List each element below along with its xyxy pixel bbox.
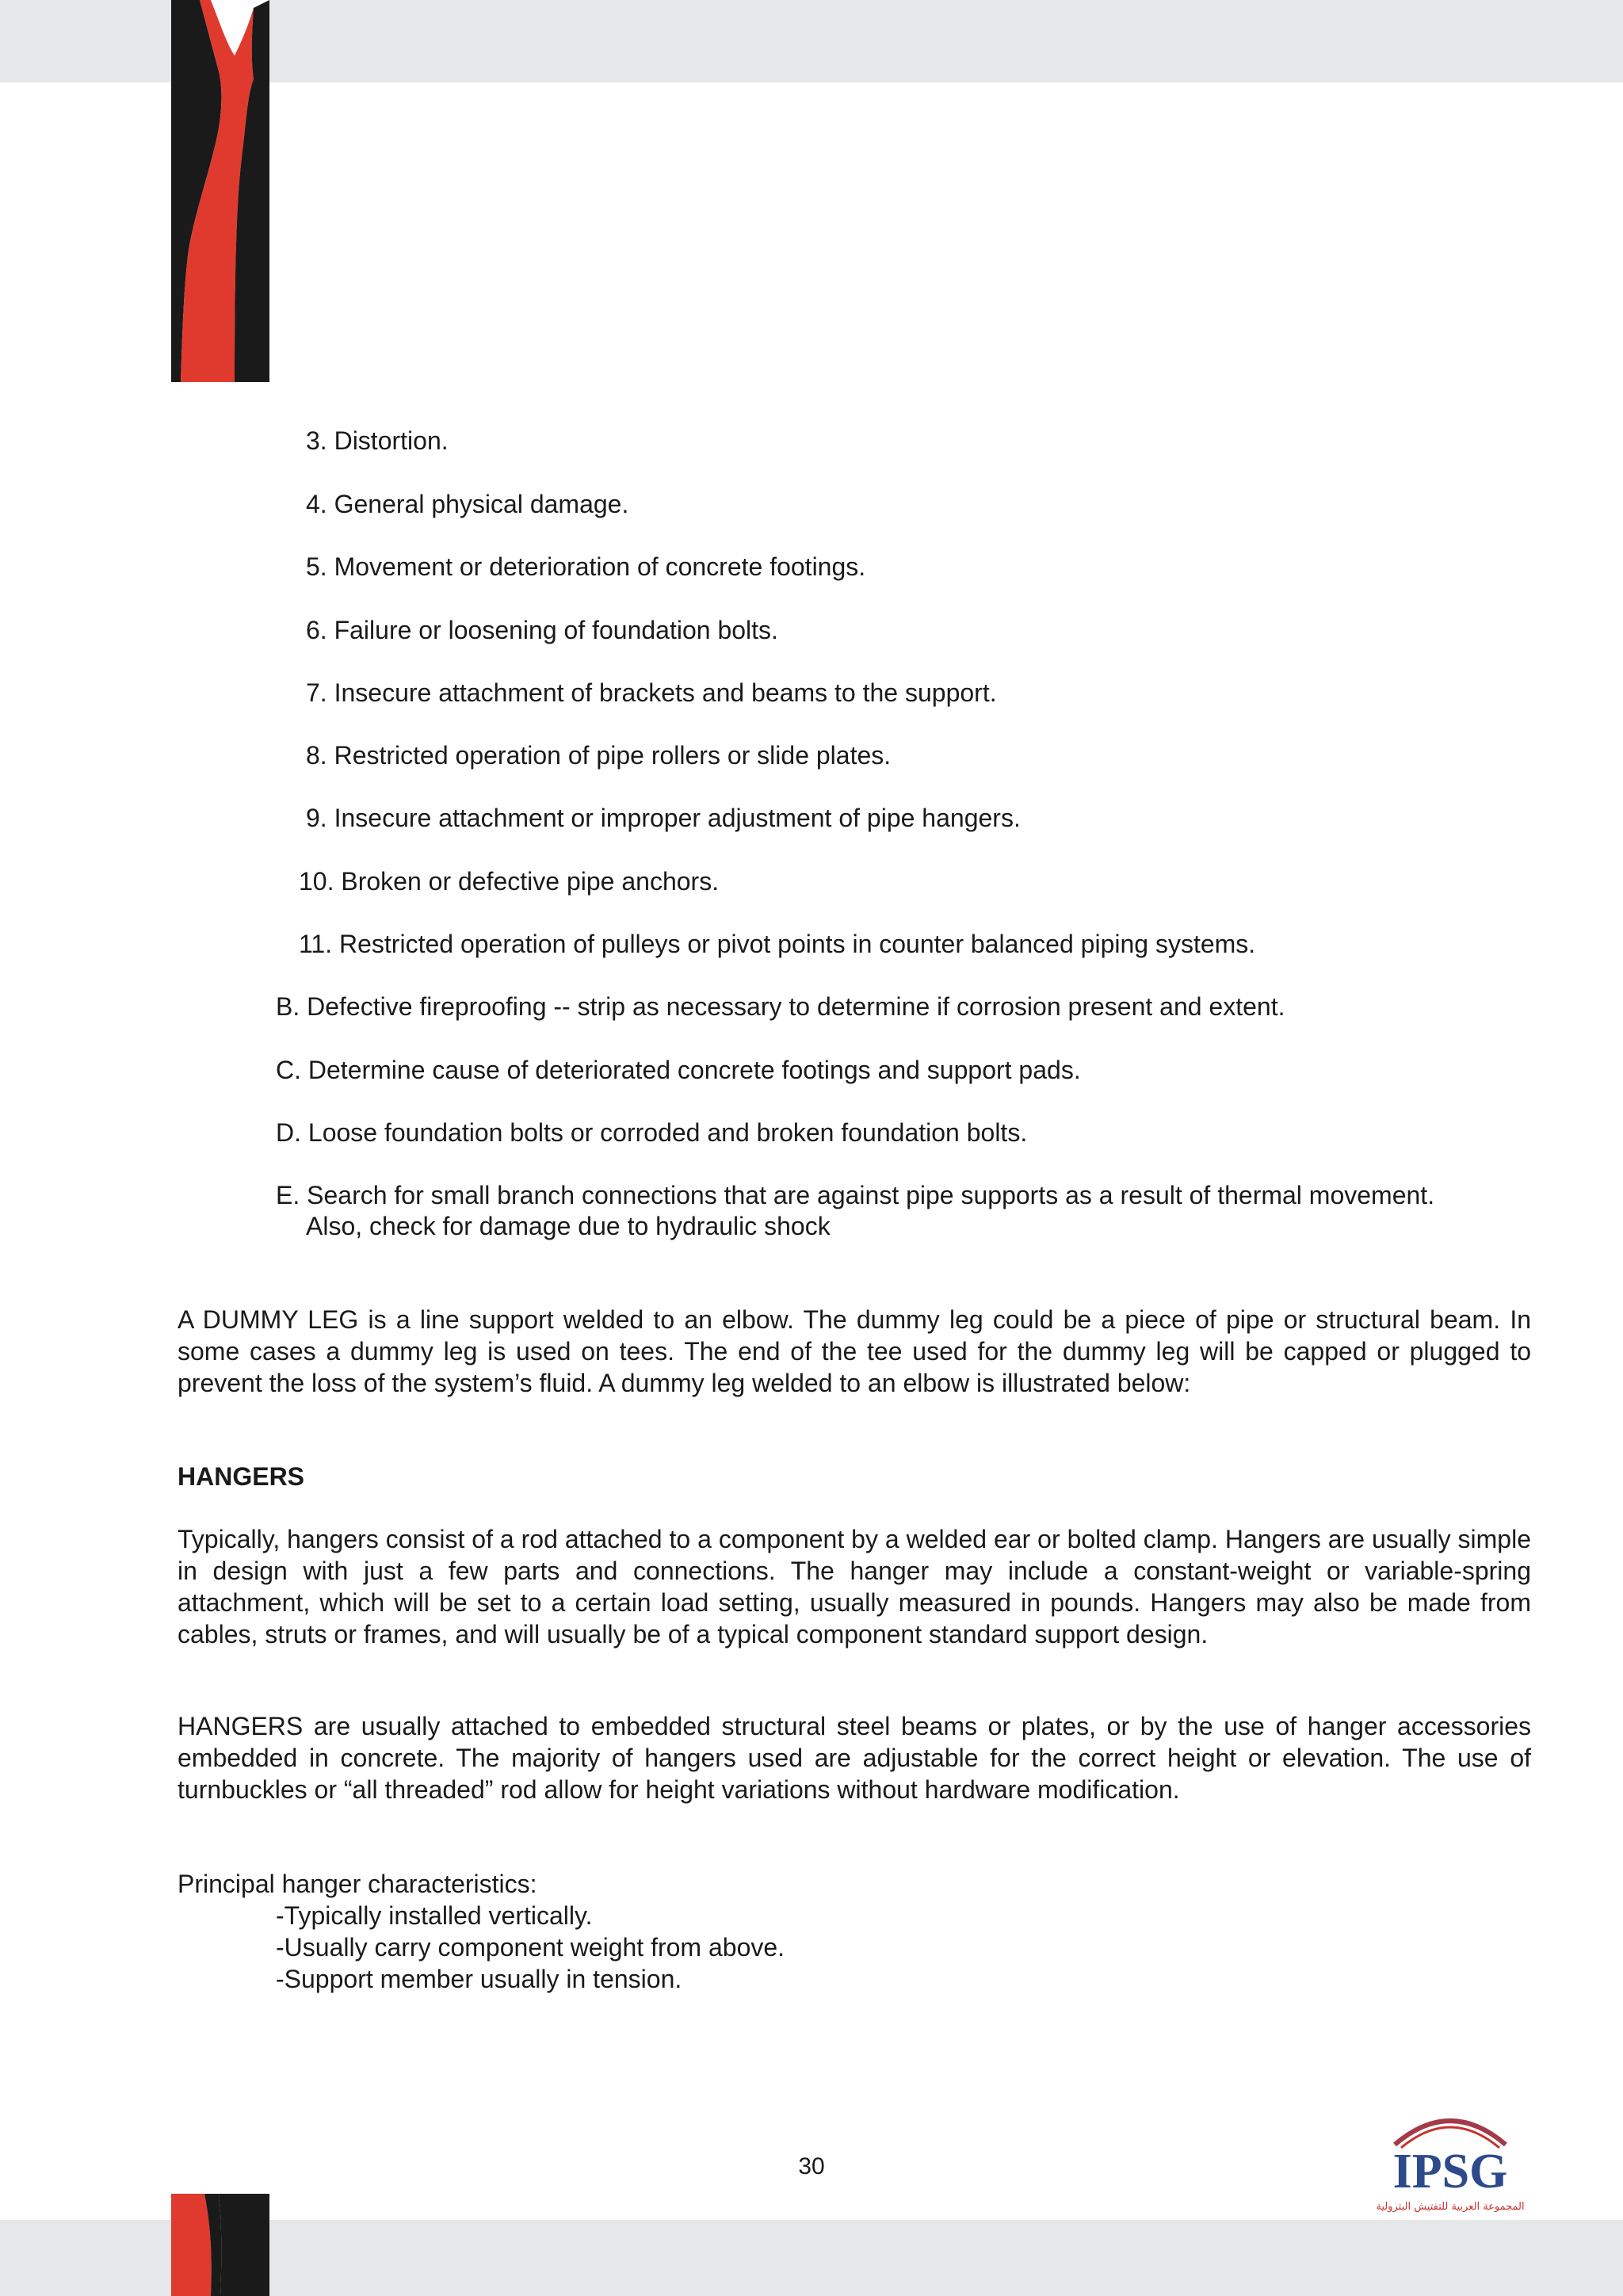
characteristic-item: -Support member usually in tension. — [276, 1965, 682, 1993]
characteristic-item: -Typically installed vertically. — [276, 1901, 593, 1930]
hangers-paragraph: HANGERS are usually attached to embedded structural steel beams or plates, or by the use of hanger accessories embedded in concrete. The majority of hangers used are adjustable for the correct height or elevation. The use of turnbuckles or “all threaded” rod allow for height variations without hardware modification. — [178, 1712, 1531, 1804]
list-item: 6. Failure or loosening of foundation bolts. — [306, 616, 778, 644]
logo-caption: المجموعة العربية للتفتيش البترولية — [1376, 2201, 1525, 2213]
list-item: Also, check for damage due to hydraulic shock — [306, 1212, 831, 1240]
characteristics-list — [178, 1868, 785, 1995]
dummy-leg-paragraph: A DUMMY LEG is a line support welded to an elbow. The dummy leg could be a piece of pipe or structural beam. In some cases a dummy leg is used on tees. The end of the tee used for the dummy leg will be capped or plugged to prevent the loss of the system’s fluid. A dummy leg welded to an elbow is illustrated below: — [178, 1305, 1531, 1397]
list-item: E. Search for small branch connections that are against pipe supports as a result of thermal movement. — [276, 1181, 1435, 1209]
characteristics-title: Principal hanger characteristics: — [178, 1870, 537, 1898]
list-item: 5. Movement or deterioration of concrete footings. — [306, 552, 866, 581]
list-item: 9. Insecure attachment or improper adjustment of pipe hangers. — [306, 804, 1021, 832]
logo-text: IPSG — [1392, 2145, 1508, 2199]
list-item: C. Determine cause of deteriorated concrete footings and support pads. — [276, 1056, 1081, 1084]
flame-footer-icon — [171, 2194, 269, 2296]
list-item: D. Loose foundation bolts or corroded and broken foundation bolts. — [276, 1118, 1028, 1147]
characteristic-item: -Usually carry component weight from above. — [276, 1933, 785, 1962]
list-item: 11. Restricted operation of pulleys or pivot points in counter balanced piping systems. — [299, 930, 1256, 958]
ipsg-logo — [1371, 2099, 1529, 2218]
list-item: 10. Broken or defective pipe anchors. — [299, 867, 720, 896]
list-item: 8. Restricted operation of pipe rollers or slide plates. — [306, 741, 892, 770]
section-heading: HANGERS — [178, 1462, 305, 1491]
list-item: B. Defective fireproofing -- strip as necessary to determine if corrosion present and extent. — [276, 992, 1285, 1021]
hangers-paragraph: Typically, hangers consist of a rod attached to a component by a welded ear or bolted clamp. Hangers are usually simple in design with just a few parts and connections. The hanger may include a constant-weight or variable-spring attachment, which will be set to a certain load setting, usually measured in pounds. Hangers may also be made from cables, struts or frames, and will usually be of a typical component standard support design. — [178, 1525, 1531, 1648]
list-item: 4. General physical damage. — [306, 490, 629, 518]
list-item: 3. Distortion. — [306, 426, 449, 455]
list-item: 7. Insecure attachment of brackets and beams to the support. — [306, 678, 997, 707]
page-number: 30 — [798, 2153, 825, 2179]
flame-banner-icon — [171, 0, 269, 382]
